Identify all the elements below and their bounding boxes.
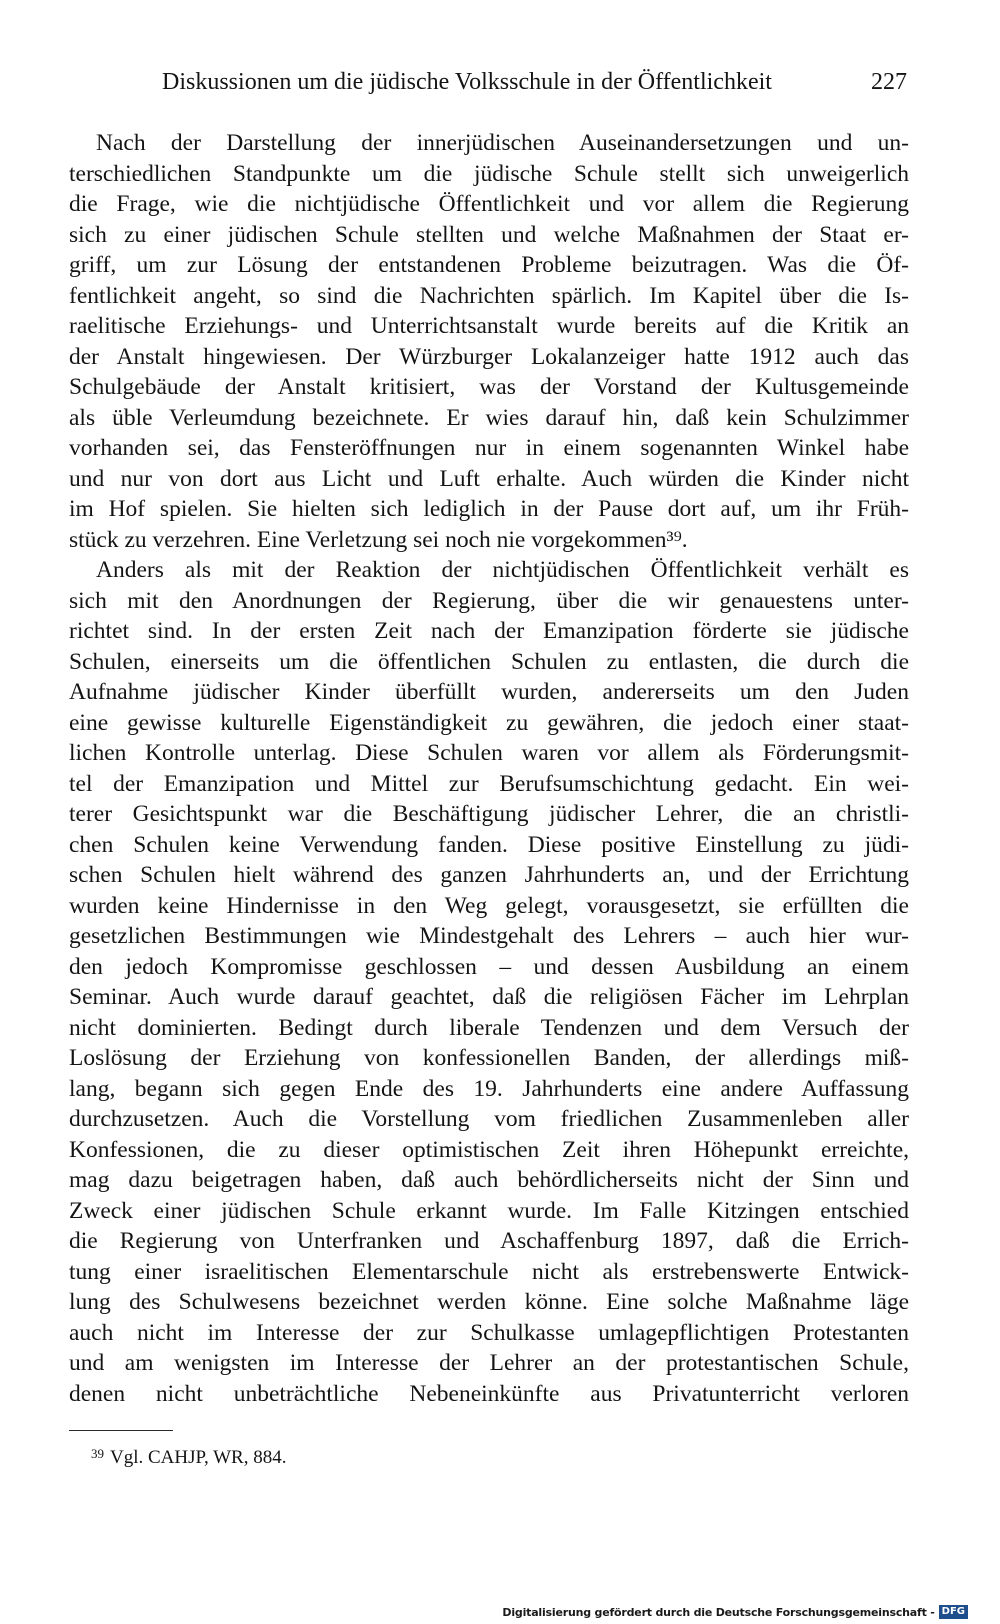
body-line-with-footnote-ref: stück zu verzehren. Eine Verletzung sei noch nie vorgekommen³⁹. (69, 526, 688, 553)
footnote-marker: 39 (91, 1446, 104, 1461)
body-line: den jedoch Kompromisse geschlossen – und dessen Ausbildung an einem (69, 953, 909, 980)
body-line: Schulgebäude der Anstalt kritisiert, was der Vorstand der Kultusgemeinde (69, 374, 909, 400)
body-line: lung des Schulwesens bezeichnet werden könne. Eine solche Maßnahme läge (69, 1289, 909, 1315)
body-line: chen Schulen keine Verwendung fanden. Diese positive Einstellung zu jüdi- (69, 831, 909, 858)
footnote-divider (69, 1430, 173, 1431)
body-line: richtet sind. In der ersten Zeit nach der Emanzipation förderte sie jüdische (69, 618, 909, 644)
body-line: gesetzlichen Bestimmungen wie Mindestgehalt des Lehrers – auch hier wur- (69, 923, 909, 949)
body-line: wurden keine Hindernisse in den Weg gelegt, vorausgesetzt, sie erfüllten die (69, 892, 909, 919)
dfg-logo: DFG (939, 1605, 968, 1619)
body-line: der Anstalt hingewiesen. Der Würzburger Lokalanzeiger hatte 1912 auch das (69, 343, 909, 370)
body-line: die Regierung von Unterfranken und Aschaffenburg 1897, daß die Errich- (69, 1228, 909, 1254)
body-line: tel der Emanzipation und Mittel zur Berufsumschichtung gedacht. Ein wei- (69, 770, 909, 797)
body-line: terer Gesichtspunkt war die Beschäftigung jüdischer Lehrer, die an christli- (69, 801, 909, 827)
page-number: 227 (871, 69, 907, 95)
body-line: schen Schulen hielt während des ganzen Jahrhunderts an, und der Errichtung (69, 862, 909, 888)
body-line: im Hof spielen. Sie hielten sich lediglich in der Pause dort auf, um ihr Früh- (69, 496, 909, 522)
body-line: durchzusetzen. Auch die Vorstellung vom friedlichen Zusammenleben aller (69, 1106, 909, 1132)
body-line: nicht dominierten. Bedingt durch liberale Tendenzen und dem Versuch der (69, 1014, 909, 1041)
body-line: raelitische Erziehungs- und Unterrichtsanstalt wurde bereits auf die Kritik an (69, 313, 909, 339)
body-line: Anders als mit der Reaktion der nichtjüdischen Öffentlichkeit verhält es (96, 557, 909, 583)
body-line: Aufnahme jüdischer Kinder überfüllt wurden, andererseits um den Juden (69, 679, 909, 705)
body-line: mag dazu beigetragen haben, daß auch behördlicherseits nicht der Sinn und (69, 1167, 909, 1193)
body-line: eine gewisse kulturelle Eigenständigkeit zu gewähren, die jedoch einer staat- (69, 709, 909, 736)
body-line: Konfessionen, die zu dieser optimistischen Zeit ihren Höhepunkt erreichte, (69, 1136, 909, 1163)
body-line: sich mit den Anordnungen der Regierung, über die wir genauestens unter- (69, 587, 909, 614)
body-line: lang, begann sich gegen Ende des 19. Jahrhunderts eine andere Auffassung (69, 1075, 909, 1102)
body-line: Seminar. Auch wurde darauf geachtet, daß die religiösen Fächer im Lehrplan (69, 984, 909, 1010)
body-line: Schulen, einerseits um die öffentlichen Schulen zu entlasten, die durch die (69, 648, 909, 675)
body-line: terschiedlichen Standpunkte um die jüdische Schule stellt sich unweigerlich (69, 160, 909, 187)
body-line: vorhanden sei, das Fensteröffnungen nur in einem sogenannten Winkel habe (69, 435, 909, 461)
body-text (69, 128, 909, 1409)
body-line: auch nicht im Interesse der zur Schulkasse umlagepflichtigen Protestanten (69, 1319, 909, 1346)
body-line: und nur von dort aus Licht und Luft erhalte. Auch würden die Kinder nicht (69, 465, 909, 492)
running-header (69, 62, 910, 102)
footnote-text: Vgl. CAHJP, WR, 884. (110, 1447, 287, 1468)
credit-text: Digitalisierung gefördert durch die Deutsche Forschungsgemeinschaft - (502, 1605, 935, 1619)
body-line: sich zu einer jüdischen Schule stellten und welche Maßnahmen der Staat er- (69, 221, 909, 248)
body-line: die Frage, wie die nichtjüdische Öffentlichkeit und vor allem die Regierung (69, 191, 909, 217)
running-title: Diskussionen um die jüdische Volksschule in der Öffentlichkeit (162, 69, 772, 95)
body-line: fentlichkeit angeht, so sind die Nachrichten spärlich. Im Kapitel über die Is- (69, 282, 909, 309)
body-line: Nach der Darstellung der innerjüdischen Auseinandersetzungen und un- (96, 130, 909, 156)
footnote (91, 1440, 286, 1472)
digitization-credit (502, 1604, 968, 1620)
body-line: griff, um zur Lösung der entstandenen Probleme beizutragen. Was die Öf- (69, 252, 909, 278)
body-line: Zweck einer jüdischen Schule erkannt wurde. Im Falle Kitzingen entschied (69, 1197, 909, 1224)
body-line: als üble Verleumdung bezeichnete. Er wies darauf hin, daß kein Schulzimmer (69, 404, 909, 431)
body-line: tung einer israelitischen Elementarschule nicht als erstrebenswerte Entwick- (69, 1258, 909, 1285)
body-line: Loslösung der Erziehung von konfessionellen Banden, der allerdings miß- (69, 1045, 909, 1071)
body-line: lichen Kontrolle unterlag. Diese Schulen waren vor allem als Förderungsmit- (69, 740, 909, 766)
body-line: denen nicht unbeträchtliche Nebeneinkünfte aus Privatunterricht verloren (69, 1380, 909, 1407)
body-line: und am wenigsten im Interesse der Lehrer an der protestantischen Schule, (69, 1350, 909, 1376)
